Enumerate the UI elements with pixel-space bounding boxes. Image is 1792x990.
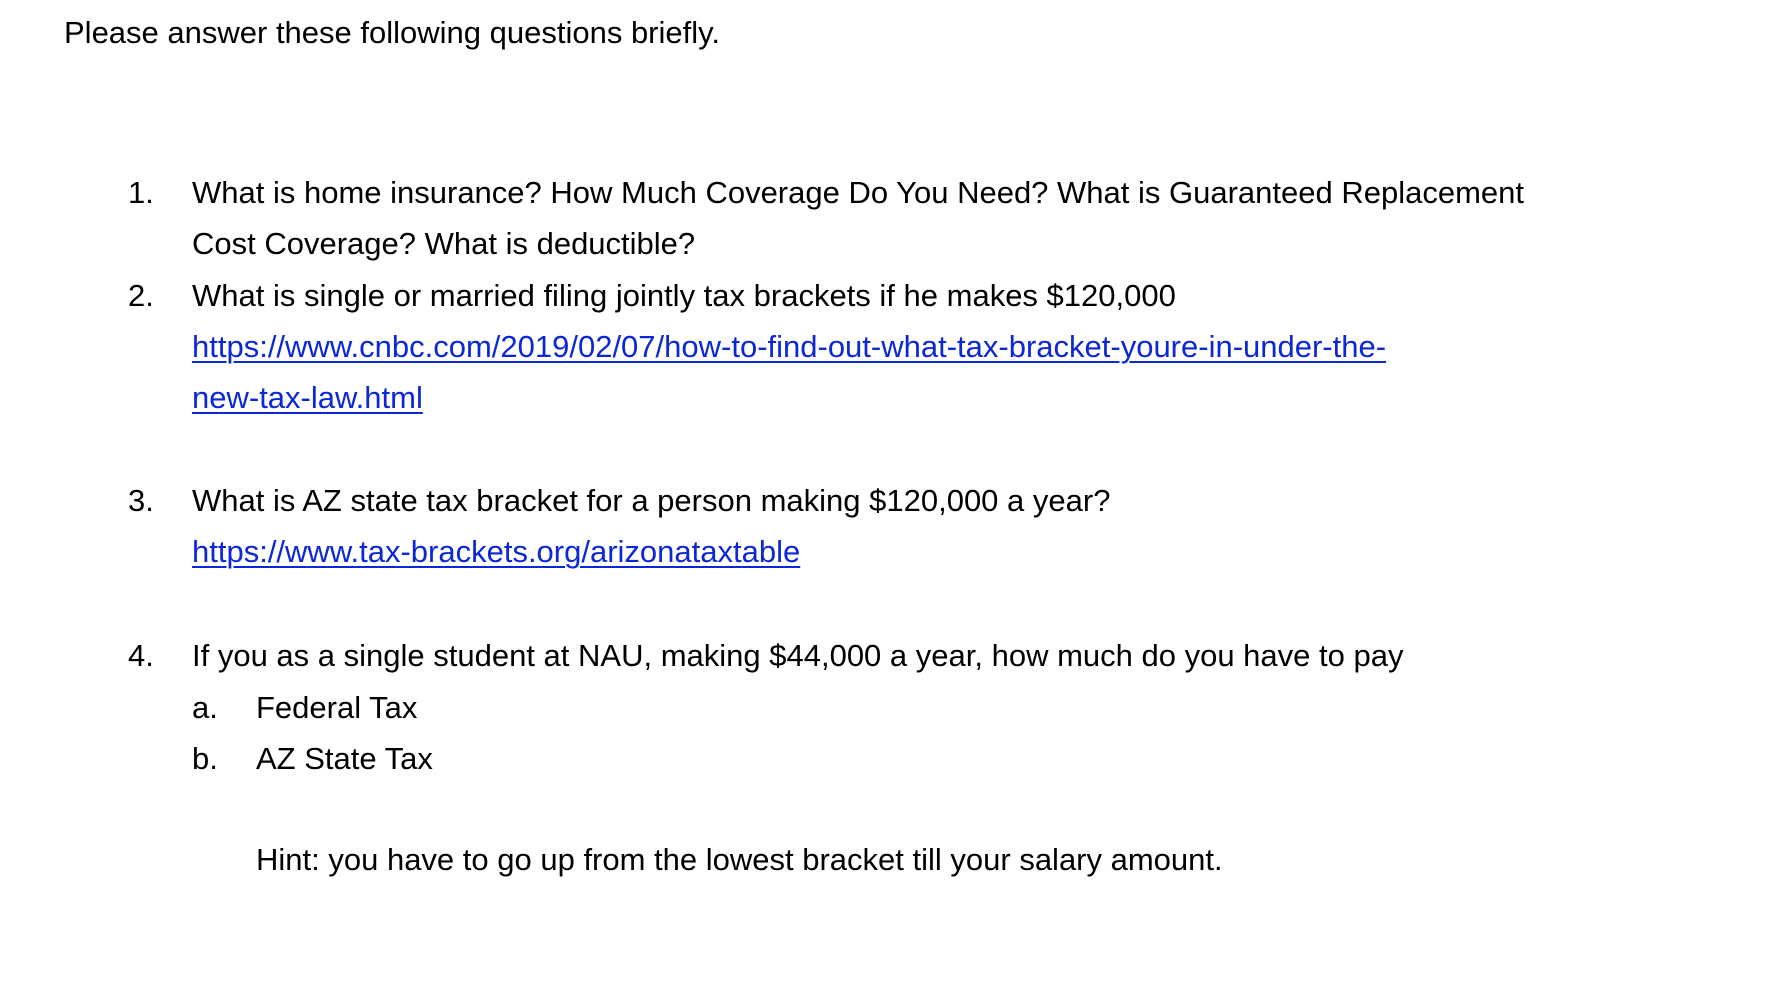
question-number: 1. [128, 175, 154, 210]
question-text [192, 167, 1732, 269]
question-line: If you as a single student at NAU, making $44,000 a year, how much do you have to pay [192, 638, 1404, 673]
link-line[interactable]: new-tax-law.html [192, 380, 423, 415]
sub-item-letter: b. [192, 741, 218, 776]
question-line: What is AZ state tax bracket for a person making $120,000 a year? [192, 483, 1111, 518]
question-text [192, 475, 1732, 577]
sub-item-text: AZ State Tax [256, 741, 433, 776]
question-line: What is single or married filing jointly tax brackets if he makes $120,000 [192, 278, 1176, 313]
hint-text: Hint: you have to go up from the lowest bracket till your salary amount. [256, 842, 1223, 877]
question-number: 3. [128, 483, 154, 518]
arizona-tax-table-link[interactable]: https://www.tax-brackets.org/arizonataxtable [192, 534, 801, 569]
sub-item-letter: a. [192, 690, 218, 725]
sub-item-text: Federal Tax [256, 690, 418, 725]
question-text [192, 630, 1732, 681]
question-line: What is home insurance? How Much Coverage Do You Need? What is Guaranteed Replacement [192, 175, 1525, 210]
cnbc-tax-bracket-link-continued[interactable] [192, 372, 1732, 423]
question-number: 4. [128, 638, 154, 673]
cnbc-tax-bracket-link[interactable] [192, 321, 1732, 372]
intro-text: Please answer these following questions briefly. [64, 15, 720, 50]
link-line[interactable]: https://www.cnbc.com/2019/02/07/how-to-find-out-what-tax-bracket-youre-in-under-the- [192, 329, 1387, 364]
question-text [192, 270, 1732, 423]
question-number: 2. [128, 278, 154, 313]
question-line: Cost Coverage? What is deductible? [192, 226, 696, 261]
